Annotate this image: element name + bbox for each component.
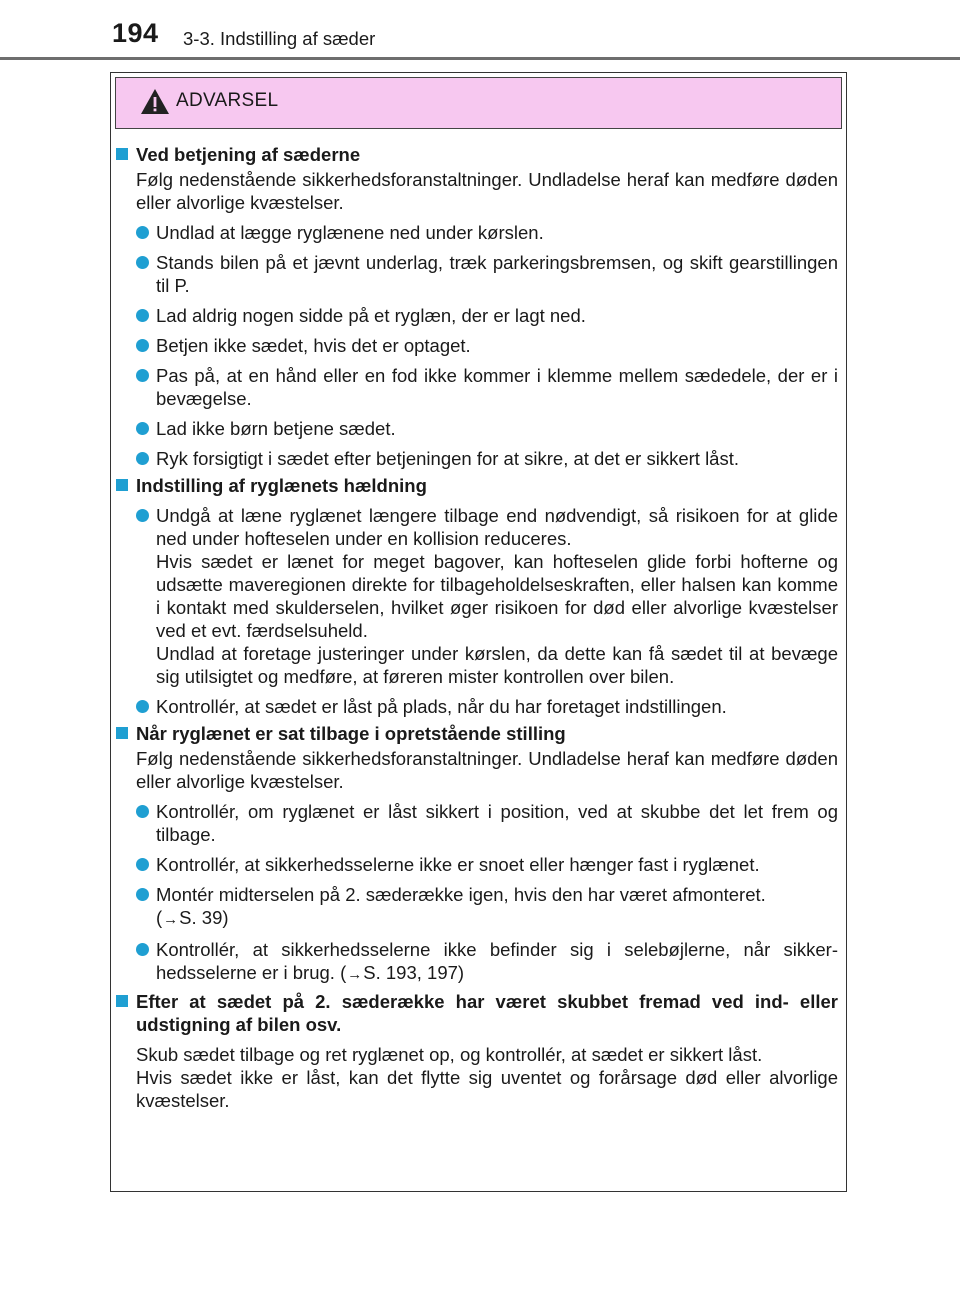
square-bullet-icon: [116, 148, 128, 160]
bullet-text: Undgå at læne ryglænet længere tilbage end nødvendigt, så risikoen for at glide ned under hofteselen under en kollision reduceres.: [156, 505, 838, 549]
bullet-item: [111, 938, 838, 986]
reference-text: S. 193, 197): [363, 962, 465, 983]
circle-bullet-icon: [136, 805, 149, 818]
bullet-text: Kontrollér, at sædet er låst på plads, når du har foretaget indstillingen.: [156, 696, 727, 717]
section-heading-text: Når ryglænet er sat tilbage i opretstående stilling: [136, 723, 566, 744]
circle-bullet-icon: [136, 309, 149, 322]
bullet-item: [111, 334, 838, 357]
bullet-text: Kontrollér, om ryglænet er låst sikkert i position, ved at skubbe det let frem og tilbage.: [156, 801, 838, 845]
reference-paren: (: [334, 962, 347, 983]
bullet-item: [111, 853, 838, 876]
section-heading-text: Efter at sædet på 2. sæderække har været skubbet fremad ved ind- eller udstigning af bilen osv.: [136, 991, 838, 1035]
warning-section: [111, 990, 838, 1112]
bullet-text: Montér midterselen på 2. sæderække igen, hvis den har været afmonteret.: [156, 884, 766, 905]
bullet-text: Undlad at lægge ryglænene ned under kørslen.: [156, 222, 544, 243]
circle-bullet-icon: [136, 858, 149, 871]
bullet-text: Betjen ikke sædet, hvis det er optaget.: [156, 335, 471, 356]
square-bullet-icon: [116, 995, 128, 1007]
circle-bullet-icon: [136, 369, 149, 382]
circle-bullet-icon: [136, 256, 149, 269]
bullet-item: [111, 417, 838, 440]
section-intro: Følg nedenstående sikkerhedsforanstaltninger. Undladelse heraf kan medføre døden eller alvorlige kvæstelser.: [136, 169, 838, 213]
intro-paragraph: Skub sædet tilbage og ret ryglænet op, og kontrollér, at sædet er sikkert låst.: [136, 1044, 763, 1065]
circle-bullet-icon: [136, 509, 149, 522]
circle-bullet-icon: [136, 422, 149, 435]
chapter-title: 3-3. Indstilling af sæder: [183, 28, 376, 49]
warning-header: [115, 77, 842, 129]
section-heading: [111, 722, 838, 745]
circle-bullet-icon: [136, 943, 149, 956]
section-heading-text: Indstilling af ryglænets hældning: [136, 475, 427, 496]
warning-title: ADVARSEL: [176, 90, 279, 111]
section-heading: [111, 474, 838, 497]
section-heading: [111, 990, 838, 1036]
bullet-item: [111, 800, 838, 846]
page-reference[interactable]: [335, 962, 464, 983]
circle-bullet-icon: [136, 339, 149, 352]
bullet-text: Stands bilen på et jævnt underlag, træk parkeringsbremsen, og skift gearstillingen til P.: [156, 252, 838, 296]
page-header: [0, 0, 960, 60]
section-heading: [111, 143, 838, 166]
bullet-item: [111, 251, 838, 297]
bullet-text: Lad ikke børn betjene sædet.: [156, 418, 396, 439]
square-bullet-icon: [116, 479, 128, 491]
square-bullet-icon: [116, 727, 128, 739]
warning-triangle-icon: [140, 88, 170, 115]
reference-text: S. 39): [179, 907, 229, 928]
bullet-item: [111, 695, 838, 718]
warning-section: [111, 474, 838, 718]
bullet-text: Lad aldrig nogen sidde på et ryglæn, der er lagt ned.: [156, 305, 586, 326]
circle-bullet-icon: [136, 452, 149, 465]
page-reference[interactable]: [156, 906, 838, 931]
bullet-item: [111, 221, 838, 244]
warning-box: [110, 72, 847, 1192]
warning-section: [111, 143, 838, 470]
section-heading-text: Ved betjening af sæderne: [136, 144, 361, 165]
page-number: 194: [112, 18, 159, 48]
circle-bullet-icon: [136, 888, 149, 901]
warning-section: [111, 722, 838, 986]
arrow-right-icon: →: [163, 911, 179, 928]
header-rule: [0, 57, 960, 60]
bullet-text: Ryk forsigtigt i sædet efter betjeningen for at sikre, at det er sikkert låst.: [156, 448, 740, 469]
bullet-text: Hvis sædet er lænet for meget bagover, kan hofteselen glide forbi hofterne og udsætte maveregionen direkte for tilbageholdelseskraften, eller halsen kan komme i kontakt med skulderselen, hvilket øger risikoen for død eller alvorlige kvæstelser ved et evt. færdselsuheld.: [156, 551, 838, 641]
arrow-right-icon: →: [347, 966, 363, 983]
bullet-text: Pas på, at en hånd eller en fod ikke kommer i klemme mellem sædedele, der er i bevægelse.: [156, 365, 838, 409]
section-intro: Følg nedenstående sikkerhedsforanstaltninger. Undladelse heraf kan medføre døden eller alvorlige kvæstelser.: [136, 748, 838, 792]
reference-paren: (: [156, 907, 163, 928]
bullet-text: Kontrollér, at sikkerhedsselerne ikke befinder sig i selebøjlerne, når sikkerhedsselerne er i brug.: [156, 939, 838, 983]
bullet-text: Kontrollér, at sikkerhedsselerne ikke er snoet eller hænger fast i ryglænet.: [156, 854, 760, 875]
bullet-item: [111, 504, 838, 688]
circle-bullet-icon: [136, 700, 149, 713]
bullet-item: [111, 304, 838, 327]
bullet-item: [111, 364, 838, 410]
warning-content: [111, 129, 846, 1112]
bullet-item: [111, 447, 838, 470]
section-intro: [111, 1043, 838, 1112]
circle-bullet-icon: [136, 226, 149, 239]
bullet-text: Undlad at foretage justeringer under kørslen, da dette kan få sædet til at bevæge sig utilsigtet og medføre, at føreren mister kontrollen over bilen.: [156, 643, 838, 687]
bullet-item: [111, 883, 838, 931]
intro-paragraph: Hvis sædet ikke er låst, kan det flytte sig uventet og forårsage død eller alvorlige kvæstelser.: [136, 1067, 838, 1111]
